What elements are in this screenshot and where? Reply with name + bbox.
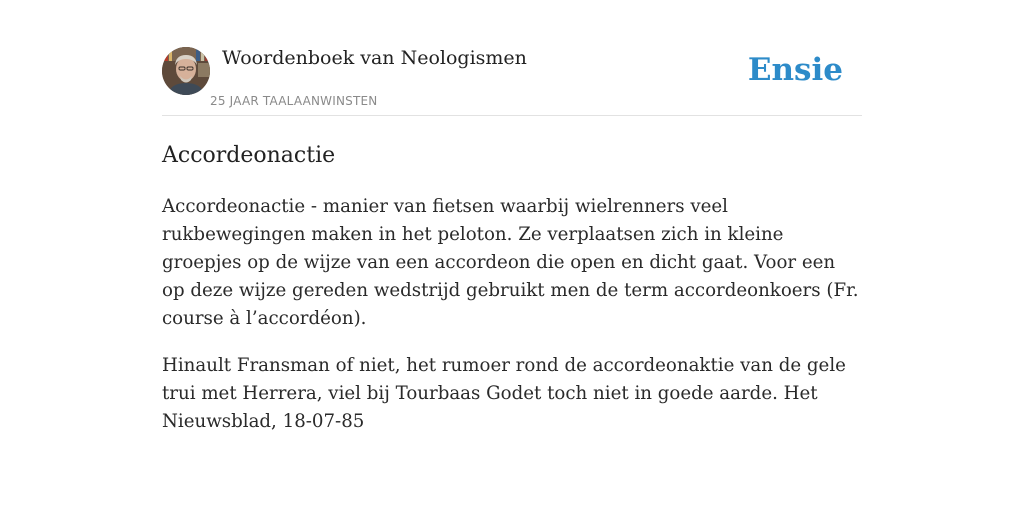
author-name[interactable]: Woordenboek van Neologismen [222,47,527,69]
entry-card [162,46,862,436]
brand-logo[interactable]: Ensie [747,52,843,88]
author-avatar[interactable] [162,47,210,95]
entry-definition: Accordeonactie - manier van fietsen waarbij wielrenners veel rukbewegingen maken in het peloton. Ze verplaatsen zich in kleine groepjes op de wijze van een accordeon die open en dicht gaat. Voor een op deze wijze gereden wedstrijd gebruikt men de term accordeonkoers (Fr. course à l’accordéon). [162,196,859,329]
author-tagline: 25 JAAR TAALAANWINSTEN [210,94,378,108]
entry-citation: Hinault Fransman of niet, het rumoer rond de accordeonaktie van de gele trui met Herrera, viel bij Tourbaas Godet toch niet in goede aarde. Het Nieuwsblad, 18-07-85 [162,355,846,432]
entry-title: Accordeonactie [162,143,336,168]
entry-header [162,46,862,116]
author-photo-icon [162,47,210,95]
